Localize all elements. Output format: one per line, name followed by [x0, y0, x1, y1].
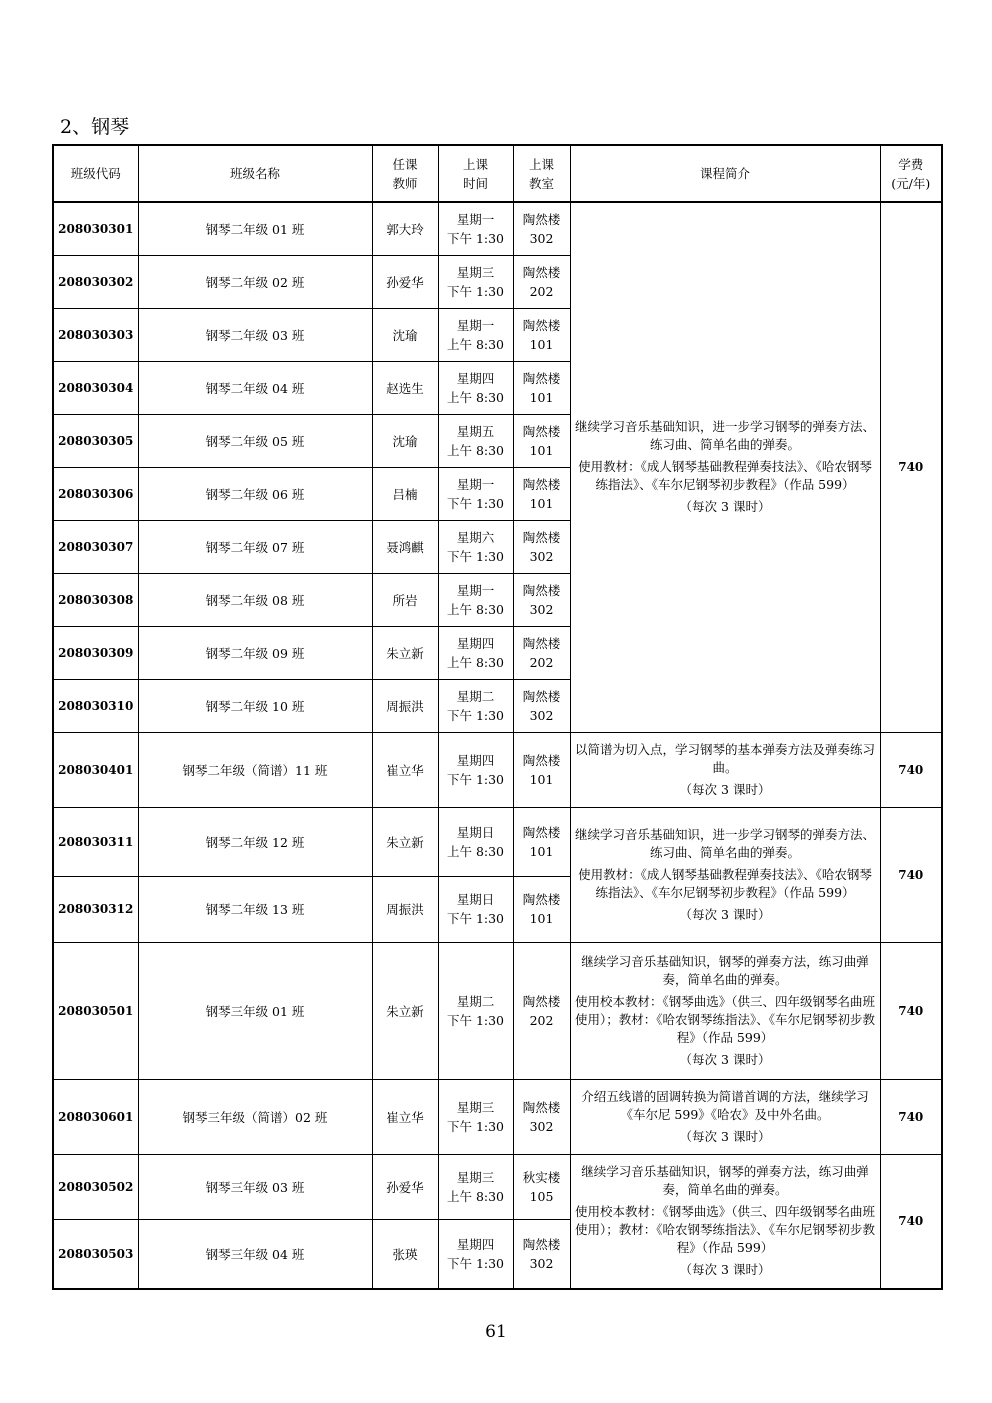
class-name: 钢琴二年级 03 班	[138, 308, 372, 361]
class-time	[438, 1079, 513, 1154]
class-day: 星期日	[456, 824, 495, 840]
class-code: 208030307	[53, 520, 138, 573]
table-row	[53, 202, 942, 255]
class-code: 208030303	[53, 308, 138, 361]
class-code: 208030302	[53, 255, 138, 308]
class-time	[438, 876, 513, 942]
table-row	[53, 732, 942, 807]
class-time	[438, 573, 513, 626]
class-name: 钢琴三年级 04 班	[138, 1219, 372, 1289]
header-time: 上课 时间	[438, 145, 513, 202]
class-day: 星期三	[456, 1169, 495, 1185]
classroom	[513, 732, 570, 807]
class-code: 208030310	[53, 679, 138, 732]
room-number: 302	[529, 601, 554, 617]
class-code: 208030503	[53, 1219, 138, 1289]
class-hour: 上午 8:30	[446, 654, 505, 670]
class-name: 钢琴二年级 09 班	[138, 626, 372, 679]
class-hour: 上午 8:30	[446, 442, 505, 458]
building: 陶然楼	[522, 582, 561, 598]
course-description	[570, 732, 880, 807]
description-paragraph: 继续学习音乐基础知识，进一步学习钢琴的弹奏方法、练习曲、简单名曲的弹奏。	[574, 826, 875, 860]
teacher: 郭大玲	[372, 202, 438, 255]
section-title: 2、钢琴	[60, 116, 130, 138]
class-time	[438, 255, 513, 308]
header-name: 班级名称	[138, 145, 372, 202]
header-code: 班级代码	[53, 145, 138, 202]
building: 陶然楼	[522, 211, 561, 227]
classroom	[513, 255, 570, 308]
building: 陶然楼	[522, 1236, 561, 1252]
classroom	[513, 1154, 570, 1219]
teacher: 张瑛	[372, 1219, 438, 1289]
classroom	[513, 1079, 570, 1154]
classroom	[513, 308, 570, 361]
teacher: 沈瑜	[372, 414, 438, 467]
description-paragraph: 介绍五线谱的固调转换为简谱首调的方法，继续学习《车尔尼 599》《哈农》及中外名曲。	[581, 1088, 869, 1122]
description-paragraph: （每次 3 课时）	[679, 1128, 771, 1144]
class-code: 208030401	[53, 732, 138, 807]
class-day: 星期一	[456, 317, 495, 333]
class-name: 钢琴二年级 13 班	[138, 876, 372, 942]
class-name: 钢琴三年级 03 班	[138, 1154, 372, 1219]
teacher: 朱立新	[372, 942, 438, 1079]
class-hour: 下午 1:30	[446, 495, 505, 511]
classroom	[513, 807, 570, 876]
teacher: 沈瑜	[372, 308, 438, 361]
room-number: 302	[529, 230, 554, 246]
table-row	[53, 942, 942, 1079]
description-paragraph: （每次 3 课时）	[679, 1262, 771, 1278]
class-day: 星期一	[456, 211, 495, 227]
class-name: 钢琴二年级 08 班	[138, 573, 372, 626]
building: 陶然楼	[522, 993, 561, 1009]
tuition-fee: 740	[880, 732, 942, 807]
class-hour: 下午 1:30	[446, 911, 505, 926]
page-number: 61	[485, 1322, 507, 1342]
class-hour: 下午 1:30	[446, 1012, 505, 1028]
description-paragraph: 使用教材：《成人钢琴基础教程弹奏技法》、《哈农钢琴练指法》、《车尔尼钢琴初步教程》（作品 599）	[578, 866, 872, 900]
table-row	[53, 807, 942, 876]
class-name: 钢琴三年级（简谱）02 班	[138, 1079, 372, 1154]
room-number: 101	[529, 911, 554, 926]
building: 陶然楼	[522, 688, 561, 704]
class-name: 钢琴二年级 10 班	[138, 679, 372, 732]
header-teacher: 任课 教师	[372, 145, 438, 202]
class-time	[438, 467, 513, 520]
course-description	[570, 1154, 880, 1289]
building: 陶然楼	[522, 370, 561, 386]
class-day: 星期四	[456, 752, 495, 768]
tuition-fee: 740	[880, 202, 942, 732]
room-number: 101	[529, 336, 554, 352]
classroom	[513, 361, 570, 414]
teacher: 周振洪	[372, 876, 438, 942]
class-time	[438, 807, 513, 876]
teacher: 朱立新	[372, 807, 438, 876]
classroom	[513, 679, 570, 732]
header-room: 上课 教室	[513, 145, 570, 202]
room-number: 202	[529, 1012, 554, 1028]
description-paragraph: 使用校本教材：《钢琴曲选》（供三、四年级钢琴名曲班使用）；教材：《哈农钢琴练指法》、《车尔尼钢琴初步教程》（作品 599）	[574, 1204, 875, 1256]
header-desc: 课程简介	[570, 145, 880, 202]
class-code: 208030601	[53, 1079, 138, 1154]
class-name: 钢琴二年级 04 班	[138, 361, 372, 414]
classroom	[513, 520, 570, 573]
class-hour: 下午 1:30	[446, 707, 505, 723]
description-paragraph: 继续学习音乐基础知识，钢琴的弹奏方法，练习曲弹奏，简单名曲的弹奏。	[581, 1164, 869, 1198]
class-day: 星期一	[456, 582, 495, 598]
room-number: 101	[529, 843, 554, 859]
class-time	[438, 732, 513, 807]
classroom	[513, 467, 570, 520]
class-time	[438, 308, 513, 361]
classroom	[513, 202, 570, 255]
teacher: 所岩	[372, 573, 438, 626]
class-day: 星期四	[456, 370, 495, 386]
tuition-fee: 740	[880, 1154, 942, 1289]
course-description	[570, 807, 880, 942]
building: 陶然楼	[522, 635, 561, 651]
class-code: 208030305	[53, 414, 138, 467]
class-code: 208030309	[53, 626, 138, 679]
teacher: 崔立华	[372, 1079, 438, 1154]
class-hour: 上午 8:30	[446, 843, 505, 859]
class-hour: 下午 1:30	[446, 771, 505, 787]
class-hour: 下午 1:30	[446, 1118, 505, 1134]
class-hour: 上午 8:30	[446, 601, 505, 617]
class-day: 星期三	[456, 1099, 495, 1115]
classroom	[513, 573, 570, 626]
classroom	[513, 876, 570, 942]
description-paragraph: （每次 3 课时）	[679, 1051, 771, 1067]
course-description	[570, 1079, 880, 1154]
room-number: 202	[529, 283, 554, 299]
building: 陶然楼	[522, 476, 561, 492]
class-name: 钢琴二年级 12 班	[138, 807, 372, 876]
room-number: 101	[529, 442, 554, 458]
description-paragraph: （每次 3 课时）	[679, 499, 771, 515]
class-time	[438, 1219, 513, 1289]
class-name: 钢琴二年级（简谱）11 班	[138, 732, 372, 807]
class-code: 208030308	[53, 573, 138, 626]
building: 陶然楼	[522, 892, 561, 907]
class-day: 星期日	[456, 892, 495, 907]
room-number: 302	[529, 1118, 554, 1134]
building: 陶然楼	[522, 1099, 561, 1115]
class-hour: 下午 1:30	[446, 548, 505, 564]
description-paragraph: 继续学习音乐基础知识，进一步学习钢琴的弹奏方法、练习曲、简单名曲的弹奏。	[574, 419, 875, 453]
classroom	[513, 942, 570, 1079]
course-table	[52, 144, 943, 1290]
building: 陶然楼	[522, 529, 561, 545]
class-time	[438, 942, 513, 1079]
class-hour: 上午 8:30	[446, 1188, 505, 1204]
room-number: 202	[529, 654, 554, 670]
room-number: 302	[529, 1255, 554, 1271]
class-name: 钢琴二年级 07 班	[138, 520, 372, 573]
tuition-fee: 740	[880, 807, 942, 942]
class-hour: 下午 1:30	[446, 283, 505, 299]
description-paragraph: 以简谱为切入点，学习钢琴的基本弹奏方法及弹奏练习曲。	[574, 741, 875, 775]
room-number: 105	[529, 1188, 554, 1204]
teacher: 孙爱华	[372, 1154, 438, 1219]
description-paragraph: 继续学习音乐基础知识，钢琴的弹奏方法，练习曲弹奏，简单名曲的弹奏。	[581, 953, 869, 987]
class-code: 208030312	[53, 876, 138, 942]
classroom	[513, 414, 570, 467]
room-number: 101	[529, 495, 554, 511]
class-time	[438, 1154, 513, 1219]
room-number: 101	[529, 389, 554, 405]
building: 陶然楼	[522, 752, 561, 768]
class-day: 星期一	[456, 476, 495, 492]
classroom	[513, 1219, 570, 1289]
teacher: 周振洪	[372, 679, 438, 732]
class-name: 钢琴二年级 01 班	[138, 202, 372, 255]
class-time	[438, 202, 513, 255]
class-hour: 上午 8:30	[446, 389, 505, 405]
class-hour: 下午 1:30	[446, 230, 505, 246]
class-hour: 下午 1:30	[446, 1255, 505, 1271]
teacher: 吕楠	[372, 467, 438, 520]
description-paragraph: 使用教材：《成人钢琴基础教程弹奏技法》、《哈农钢琴练指法》、《车尔尼钢琴初步教程》（作品 599）	[578, 459, 872, 493]
header-row	[53, 145, 942, 202]
class-code: 208030311	[53, 807, 138, 876]
teacher: 孙爱华	[372, 255, 438, 308]
class-code: 208030502	[53, 1154, 138, 1219]
class-time	[438, 679, 513, 732]
class-day: 星期二	[456, 993, 495, 1009]
class-day: 星期五	[456, 423, 495, 439]
teacher: 聂鸿麒	[372, 520, 438, 573]
class-time	[438, 361, 513, 414]
table-row	[53, 1079, 942, 1154]
building: 陶然楼	[522, 264, 561, 280]
class-name: 钢琴三年级 01 班	[138, 942, 372, 1079]
tuition-fee: 740	[880, 942, 942, 1079]
classroom	[513, 626, 570, 679]
description-paragraph: （每次 3 课时）	[679, 906, 771, 922]
teacher: 朱立新	[372, 626, 438, 679]
description-paragraph: （每次 3 课时）	[679, 781, 771, 797]
class-day: 星期二	[456, 688, 495, 704]
tuition-fee: 740	[880, 1079, 942, 1154]
class-day: 星期四	[456, 1236, 495, 1252]
class-code: 208030306	[53, 467, 138, 520]
class-day: 星期六	[456, 529, 495, 545]
building: 陶然楼	[522, 824, 561, 840]
table-row	[53, 1154, 942, 1219]
class-hour: 上午 8:30	[446, 336, 505, 352]
class-name: 钢琴二年级 02 班	[138, 255, 372, 308]
class-day: 星期四	[456, 635, 495, 651]
class-code: 208030304	[53, 361, 138, 414]
header-fee: 学费 (元/年)	[880, 145, 942, 202]
description-paragraph: 使用校本教材：《钢琴曲选》（供三、四年级钢琴名曲班使用）；教材：《哈农钢琴练指法》、《车尔尼钢琴初步教程》（作品 599）	[574, 993, 875, 1045]
class-day: 星期三	[456, 264, 495, 280]
teacher: 赵选生	[372, 361, 438, 414]
building: 陶然楼	[522, 423, 561, 439]
building: 陶然楼	[522, 317, 561, 333]
course-description	[570, 202, 880, 732]
class-time	[438, 626, 513, 679]
class-code: 208030501	[53, 942, 138, 1079]
room-number: 302	[529, 548, 554, 564]
class-name: 钢琴二年级 06 班	[138, 467, 372, 520]
building: 秋实楼	[522, 1169, 561, 1185]
class-code: 208030301	[53, 202, 138, 255]
class-time	[438, 414, 513, 467]
class-name: 钢琴二年级 05 班	[138, 414, 372, 467]
class-time	[438, 520, 513, 573]
course-description	[570, 942, 880, 1079]
room-number: 101	[529, 771, 554, 787]
teacher: 崔立华	[372, 732, 438, 807]
room-number: 302	[529, 707, 554, 723]
